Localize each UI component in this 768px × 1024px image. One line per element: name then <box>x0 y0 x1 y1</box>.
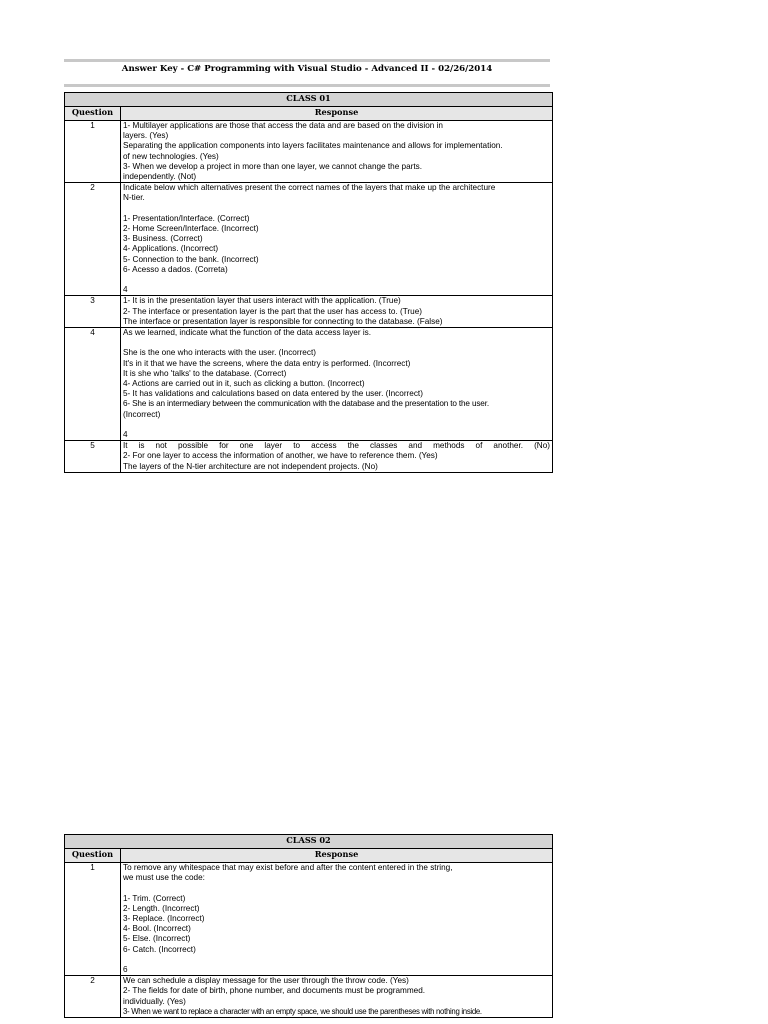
response-line: 3- When we develop a project in more than one layer, we cannot change the parts. <box>123 161 423 171</box>
response-cell <box>121 976 553 1018</box>
response-line: 2- The interface or presentation layer is the part that the user has access to. (True) <box>123 306 422 316</box>
response-line: It's in it that we have the screens, where the data entry is performed. (Incorrect) <box>123 358 411 368</box>
response-line: 2- The fields for date of birth, phone number, and documents must be programmed. <box>123 986 426 996</box>
response-line: The interface or presentation layer is responsible for connecting to the database. (False) <box>123 316 443 326</box>
response-line: Indicate below which alternatives present the correct names of the layers that make up the architecture <box>123 183 496 193</box>
response-line: As we learned, indicate what the function of the data access layer is. <box>123 328 372 338</box>
response-line: 6- Acesso a dados. (Correta) <box>123 264 228 274</box>
response-line: 1- It is in the presentation layer that users interact with the application. (True) <box>123 296 401 306</box>
response-line: To remove any whitespace that may exist before and after the content entered in the string, <box>123 863 453 872</box>
response-line <box>123 204 550 214</box>
response-answer: 6 <box>123 965 128 974</box>
class02-table <box>64 834 553 1018</box>
response-line: 1- Presentation/Interface. (Correct) <box>123 213 250 223</box>
table-row <box>65 863 553 976</box>
response-line: 1- Multilayer applications are those that access the data and are based on the division in <box>123 121 443 130</box>
response-line: Separating the application components into layers facilitates maintenance and allows for implementation. <box>123 141 503 151</box>
response-line: 1- Trim. (Correct) <box>123 893 186 903</box>
response-line: It is not possible for one layer to access the classes and methods of another. (No) <box>123 441 550 451</box>
response-line: 5- It has validations and calculations based on data entered by the user. (Incorrect) <box>123 389 423 399</box>
response-line <box>123 338 550 348</box>
response-line: individually. (Yes) <box>123 996 186 1006</box>
table-row <box>65 976 553 1018</box>
response-cell <box>121 296 553 328</box>
question-number: 1 <box>65 121 121 183</box>
table-row <box>65 296 553 328</box>
class01-table <box>64 92 553 473</box>
question-number: 2 <box>65 976 121 1018</box>
response-line: 6- Catch. (Incorrect) <box>123 944 196 954</box>
question-number: 5 <box>65 441 121 473</box>
class01-heading: CLASS 01 <box>65 93 553 107</box>
table-row <box>65 121 553 183</box>
response-line: 6- She is an intermediary between the communication with the database and the presentation to the user. <box>123 399 489 409</box>
response-cell <box>121 441 553 473</box>
response-line: we must use the code: <box>123 873 205 883</box>
response-line: of new technologies. (Yes) <box>123 151 219 161</box>
response-line: 5- Else. (Incorrect) <box>123 934 191 944</box>
document-title: Answer Key - C# Programming with Visual Studio - Advanced II - 02/26/2014 <box>121 64 493 74</box>
response-line: We can schedule a display message for the user through the throw code. (Yes) <box>123 976 409 986</box>
table-row <box>65 183 553 296</box>
response-line: 3- When we want to replace a character with an empty space, we should use the parentheses with nothing inside. <box>123 1006 482 1016</box>
question-number: 2 <box>65 183 121 296</box>
response-cell <box>121 863 553 976</box>
response-line: 2- Length. (Incorrect) <box>123 903 200 913</box>
response-answer: 4 <box>123 430 128 440</box>
response-line: 4- Actions are carried out in it, such as clicking a button. (Incorrect) <box>123 379 365 389</box>
top-rule <box>64 59 550 62</box>
response-line: It is she who 'talks' to the database. (Correct) <box>123 368 287 378</box>
response-line: 4- Applications. (Incorrect) <box>123 244 219 254</box>
response-line: (Incorrect) <box>123 409 161 419</box>
response-line <box>123 883 550 893</box>
response-column-header: Response <box>121 107 553 121</box>
question-number: 3 <box>65 296 121 328</box>
response-line: 3- Replace. (Incorrect) <box>123 914 205 923</box>
response-line: 4- Bool. (Incorrect) <box>123 924 191 934</box>
question-number: 1 <box>65 863 121 976</box>
response-line: layers. (Yes) <box>123 131 169 141</box>
question-column-header: Question <box>65 107 121 121</box>
response-cell <box>121 328 553 441</box>
response-cell <box>121 121 553 183</box>
question-number: 4 <box>65 328 121 441</box>
response-line: N-tier. <box>123 193 145 203</box>
response-line: 3- Business. (Correct) <box>123 234 203 244</box>
response-line: 5- Connection to the bank. (Incorrect) <box>123 254 259 264</box>
title-underline-rule <box>64 84 550 87</box>
response-line <box>123 275 550 285</box>
table-row <box>65 441 553 473</box>
response-line: independently. (Not) <box>123 172 197 182</box>
response-cell <box>121 183 553 296</box>
response-line: The layers of the N-tier architecture are not independent projects. (No) <box>123 461 378 471</box>
response-line: 2- For one layer to access the information of another, we have to reference them. (Yes) <box>123 451 438 461</box>
response-line <box>123 955 550 965</box>
response-line <box>123 420 550 430</box>
response-line: 2- Home Screen/Interface. (Incorrect) <box>123 224 259 234</box>
table-row <box>65 328 553 441</box>
question-column-header: Question <box>65 849 121 863</box>
response-line: She is the one who interacts with the user. (Incorrect) <box>123 348 316 358</box>
response-column-header: Response <box>121 849 553 863</box>
class02-heading: CLASS 02 <box>65 835 553 849</box>
response-answer: 4 <box>123 285 128 295</box>
